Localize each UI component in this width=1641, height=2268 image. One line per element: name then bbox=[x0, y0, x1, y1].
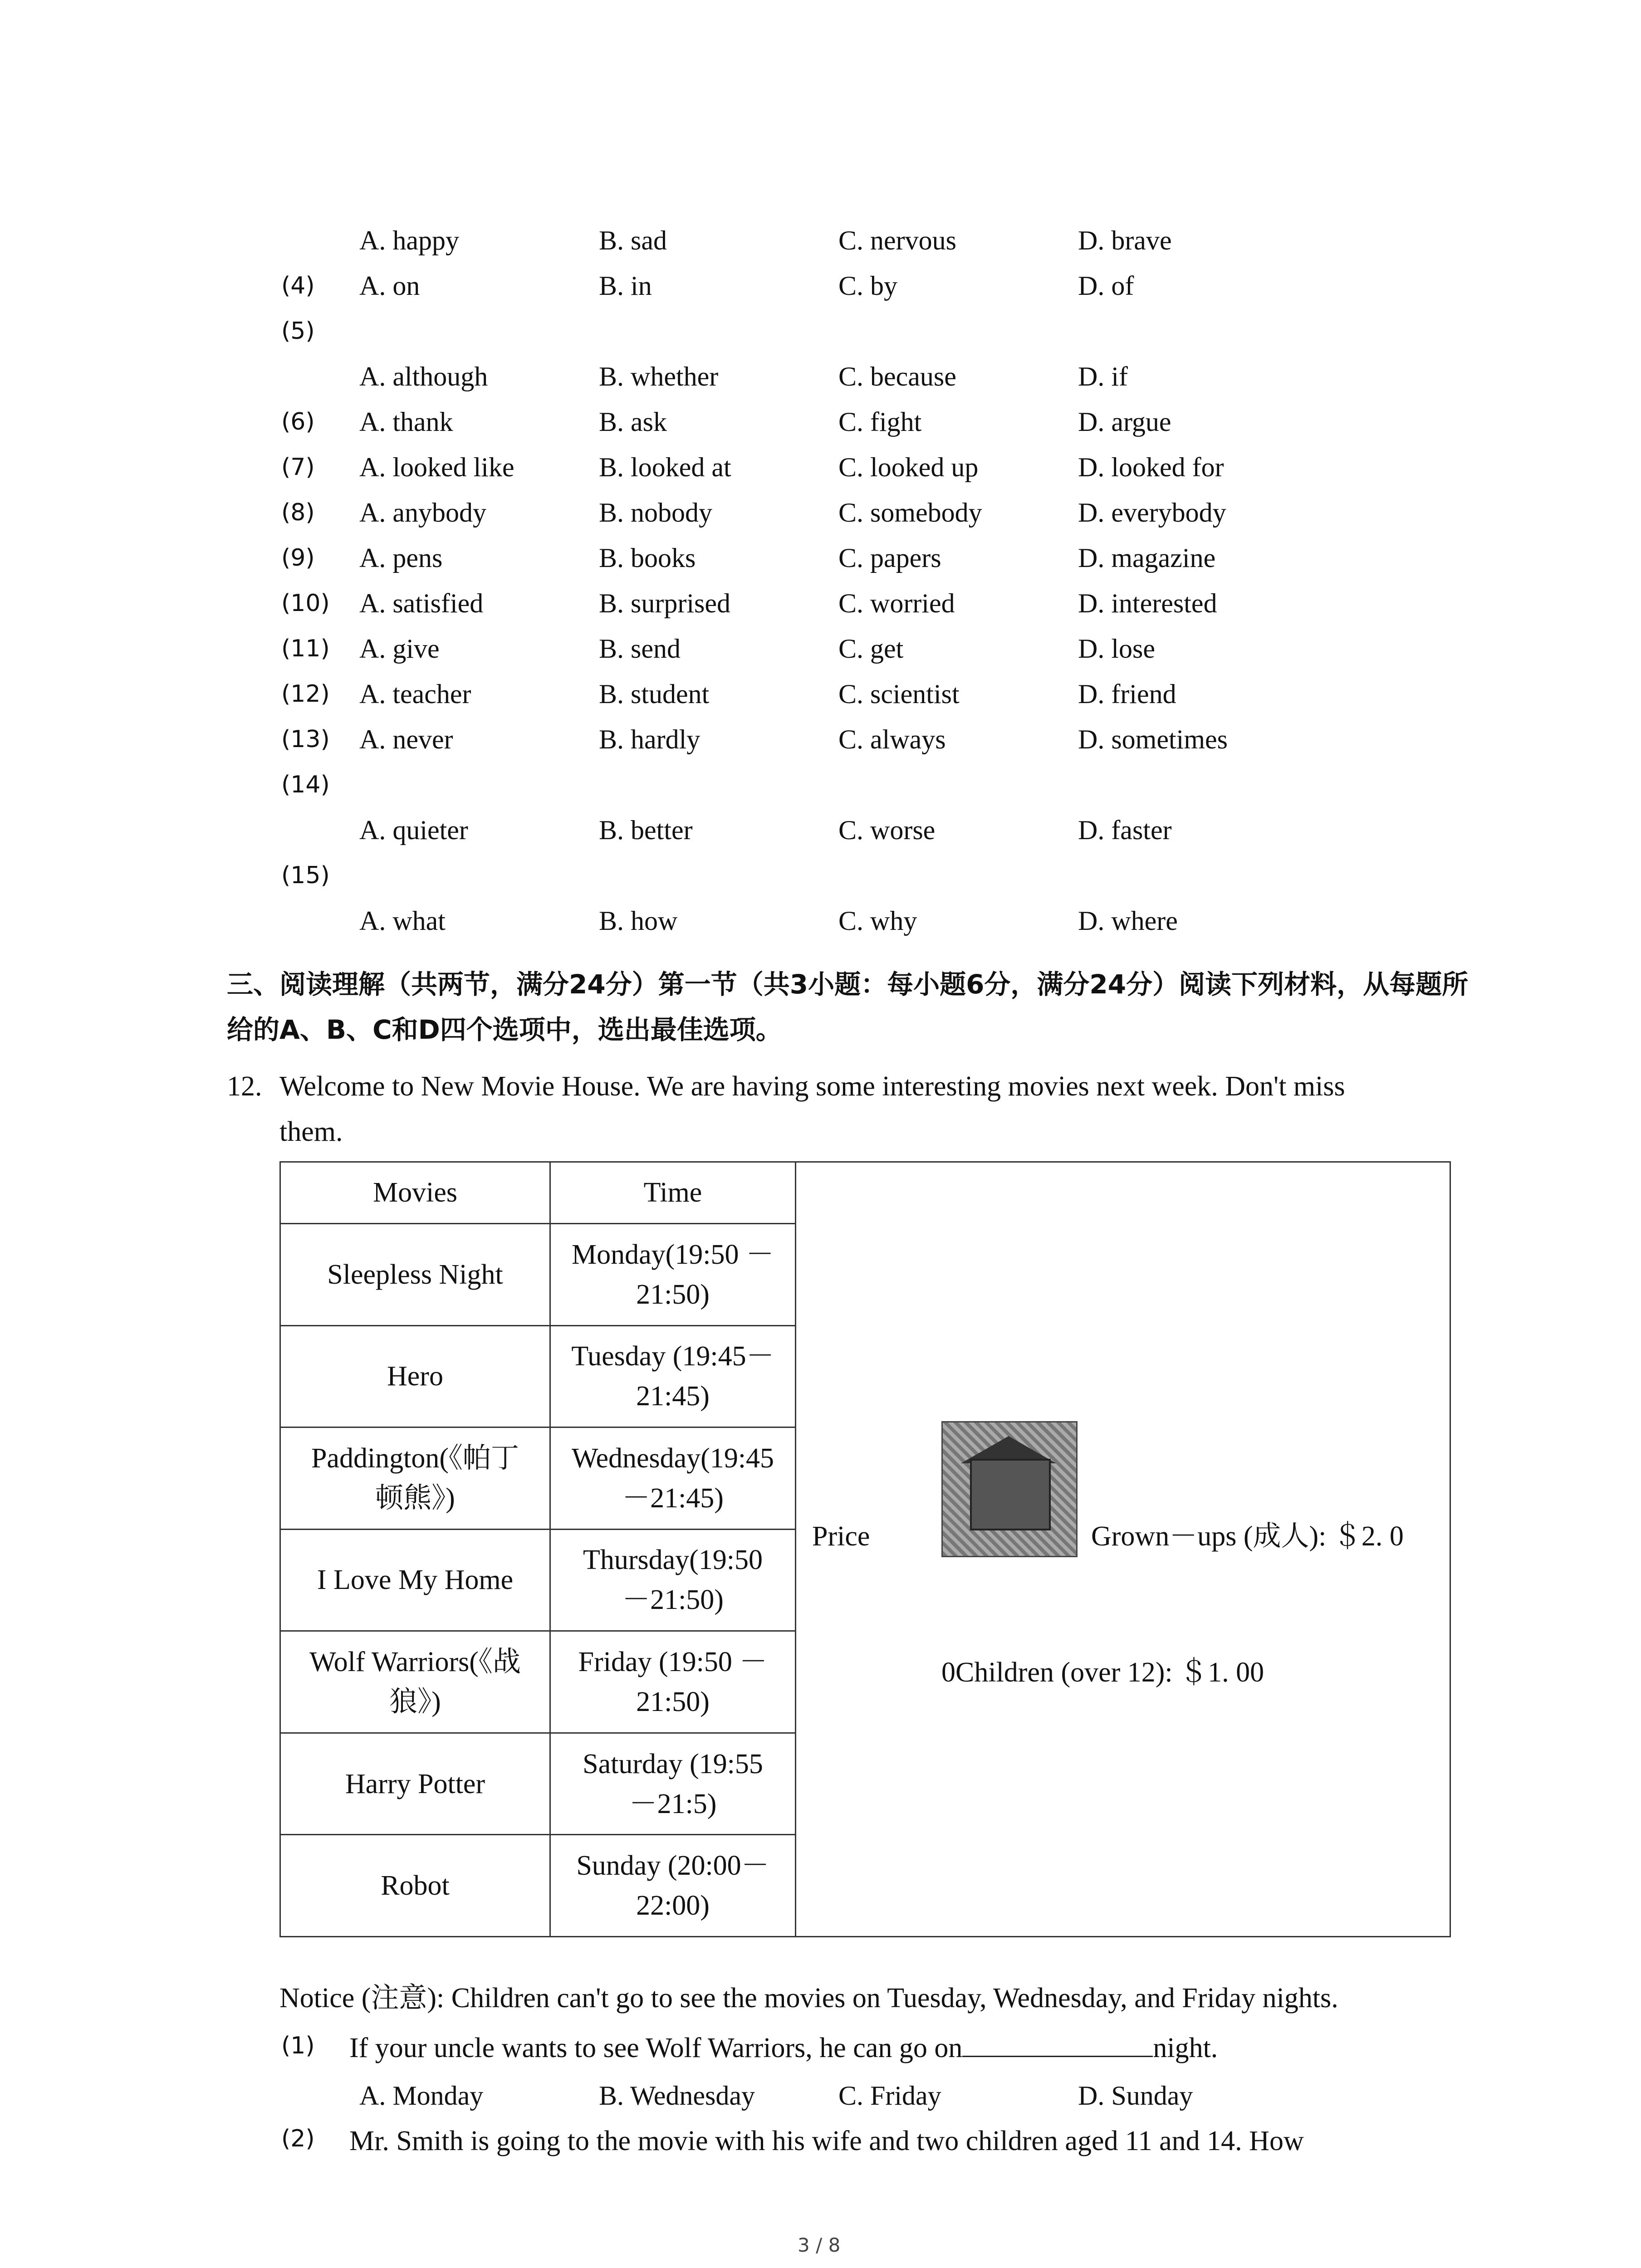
option-b[interactable]: B. hardly bbox=[599, 724, 700, 754]
option-c[interactable]: C. get bbox=[838, 634, 904, 664]
option-c[interactable]: C. looked up bbox=[838, 452, 979, 482]
price-label: Price bbox=[812, 1521, 870, 1552]
option-d[interactable]: D. lose bbox=[1078, 634, 1155, 664]
movie-time: Thursday(19:50 －21:50) bbox=[550, 1529, 796, 1631]
question-number: (4) bbox=[281, 272, 315, 299]
option-a[interactable]: A. thank bbox=[359, 407, 453, 437]
option-b[interactable]: B. sad bbox=[599, 225, 667, 255]
option-c[interactable]: C. papers bbox=[838, 543, 941, 573]
movie-title: Harry Potter bbox=[280, 1733, 550, 1835]
option-b[interactable]: B. send bbox=[599, 634, 681, 664]
option-c[interactable]: C. worse bbox=[838, 815, 936, 845]
option-d[interactable]: D. everybody bbox=[1078, 498, 1226, 528]
option-d[interactable]: D. argue bbox=[1078, 407, 1171, 437]
option-a[interactable]: A. what bbox=[359, 906, 446, 936]
movie-title: Robot bbox=[280, 1835, 550, 1937]
answer-blank[interactable] bbox=[962, 2028, 1153, 2057]
option-d[interactable]: D. friend bbox=[1078, 679, 1176, 709]
option-a[interactable]: A. satisfied bbox=[359, 588, 484, 618]
question-number: (11) bbox=[281, 635, 330, 662]
option-c[interactable]: C. worried bbox=[838, 588, 955, 618]
option-b[interactable]: B. looked at bbox=[599, 452, 731, 482]
option-d[interactable]: D. magazine bbox=[1078, 543, 1216, 573]
movie-time: Friday (19:50 － 21:50) bbox=[550, 1631, 796, 1733]
option-c[interactable]: C. because bbox=[838, 362, 956, 391]
option-d[interactable]: D. if bbox=[1078, 362, 1128, 391]
option-a[interactable]: A. quieter bbox=[359, 815, 468, 845]
question-number: (15) bbox=[281, 862, 330, 889]
option-d[interactable]: D. Sunday bbox=[1078, 2081, 1193, 2111]
option-a[interactable]: A. teacher bbox=[359, 679, 471, 709]
question-number: (6) bbox=[281, 408, 315, 435]
sub-question-number: (2) bbox=[281, 2125, 315, 2152]
option-a[interactable]: A. anybody bbox=[359, 498, 486, 528]
question-number: (5) bbox=[281, 318, 315, 345]
question-number: (13) bbox=[281, 726, 330, 753]
question-number: (10) bbox=[281, 590, 330, 617]
option-b[interactable]: B. books bbox=[599, 543, 696, 573]
option-b[interactable]: B. better bbox=[599, 815, 693, 845]
grownups-price: Grown－ups (成人): ＄2. 0 bbox=[1091, 1521, 1404, 1552]
option-a[interactable]: A. pens bbox=[359, 543, 443, 573]
sub-question-2: Mr. Smith is going to the movie with his wife and two children aged 11 and 14. How bbox=[349, 2126, 1304, 2156]
option-b[interactable]: B. surprised bbox=[599, 588, 730, 618]
movie-time: Sunday (20:00－ 22:00) bbox=[550, 1835, 796, 1937]
option-a[interactable]: A. happy bbox=[359, 225, 459, 255]
option-c[interactable]: C. fight bbox=[838, 407, 922, 437]
option-c[interactable]: C. nervous bbox=[838, 225, 956, 255]
movie-title: Sleepless Night bbox=[280, 1223, 550, 1325]
notice-text: Notice (注意): Children can't go to see the movies on Tuesday, Wednesday, and Friday nights. bbox=[279, 1983, 1338, 2014]
option-c[interactable]: C. always bbox=[838, 724, 946, 754]
option-b[interactable]: B. ask bbox=[599, 407, 667, 437]
page-number: 3 / 8 bbox=[798, 2234, 841, 2256]
option-b[interactable]: B. whether bbox=[599, 362, 719, 391]
movie-house-image bbox=[941, 1421, 1078, 1557]
option-b[interactable]: B. Wednesday bbox=[599, 2081, 755, 2111]
movie-title: Hero bbox=[280, 1325, 550, 1427]
option-a[interactable]: A. looked like bbox=[359, 452, 514, 482]
option-c[interactable]: C. by bbox=[838, 271, 898, 301]
movie-title: Wolf Warriors(《战 狼》) bbox=[280, 1631, 550, 1733]
option-b[interactable]: B. how bbox=[599, 906, 678, 936]
option-d[interactable]: D. faster bbox=[1078, 815, 1172, 845]
price-cell bbox=[796, 1162, 1450, 1937]
option-a[interactable]: A. on bbox=[359, 271, 420, 301]
option-a[interactable]: A. give bbox=[359, 634, 440, 664]
option-c[interactable]: C. Friday bbox=[838, 2081, 941, 2111]
intro-line-1: Welcome to New Movie House. We are having some interesting movies next week. Don't miss bbox=[279, 1071, 1345, 1102]
option-a[interactable]: A. never bbox=[359, 724, 453, 754]
intro-line-2: them. bbox=[279, 1116, 343, 1147]
section-title: 三、阅读理解（共两节，满分24分）第一节（共3小题：每小题6分，满分24分）阅读下列材料，从每题所给的A、B、C和D四个选项中，选出最佳选项。 bbox=[227, 969, 1469, 1045]
option-d[interactable]: D. of bbox=[1078, 271, 1134, 301]
option-a[interactable]: A. although bbox=[359, 362, 488, 391]
movie-schedule-table bbox=[279, 1161, 1451, 1937]
header-time: Time bbox=[550, 1162, 796, 1224]
question-number: (14) bbox=[281, 771, 330, 798]
option-d[interactable]: D. brave bbox=[1078, 225, 1172, 255]
question-number: 12. bbox=[227, 1071, 262, 1102]
option-b[interactable]: B. nobody bbox=[599, 498, 713, 528]
header-movies: Movies bbox=[280, 1162, 550, 1224]
option-d[interactable]: D. sometimes bbox=[1078, 724, 1228, 754]
movie-time: Tuesday (19:45－ 21:45) bbox=[550, 1325, 796, 1427]
question-number: (12) bbox=[281, 680, 330, 708]
question-number: (9) bbox=[281, 544, 315, 572]
sub-question-number: (1) bbox=[281, 2032, 315, 2059]
option-b[interactable]: B. in bbox=[599, 271, 652, 301]
movie-time: Wednesday(19:45 －21:45) bbox=[550, 1427, 796, 1530]
option-a[interactable]: A. Monday bbox=[359, 2081, 484, 2111]
option-c[interactable]: C. somebody bbox=[838, 498, 982, 528]
sub-question-1: If your uncle wants to see Wolf Warriors, he can go on night. bbox=[349, 2025, 1218, 2071]
option-c[interactable]: C. scientist bbox=[838, 679, 960, 709]
option-d[interactable]: D. interested bbox=[1078, 588, 1217, 618]
movie-time: Monday(19:50 － 21:50) bbox=[550, 1223, 796, 1325]
question-number: (7) bbox=[281, 454, 315, 481]
movie-time: Saturday (19:55 －21:5) bbox=[550, 1733, 796, 1835]
children-price: 0Children (over 12): ＄1. 00 bbox=[941, 1657, 1264, 1688]
movie-title: I Love My Home bbox=[280, 1529, 550, 1631]
movie-title: Paddington(《帕丁 顿熊》) bbox=[280, 1427, 550, 1530]
option-d[interactable]: D. looked for bbox=[1078, 452, 1224, 482]
option-c[interactable]: C. why bbox=[838, 906, 917, 936]
option-d[interactable]: D. where bbox=[1078, 906, 1178, 936]
question-number: (8) bbox=[281, 499, 315, 526]
option-b[interactable]: B. student bbox=[599, 679, 710, 709]
